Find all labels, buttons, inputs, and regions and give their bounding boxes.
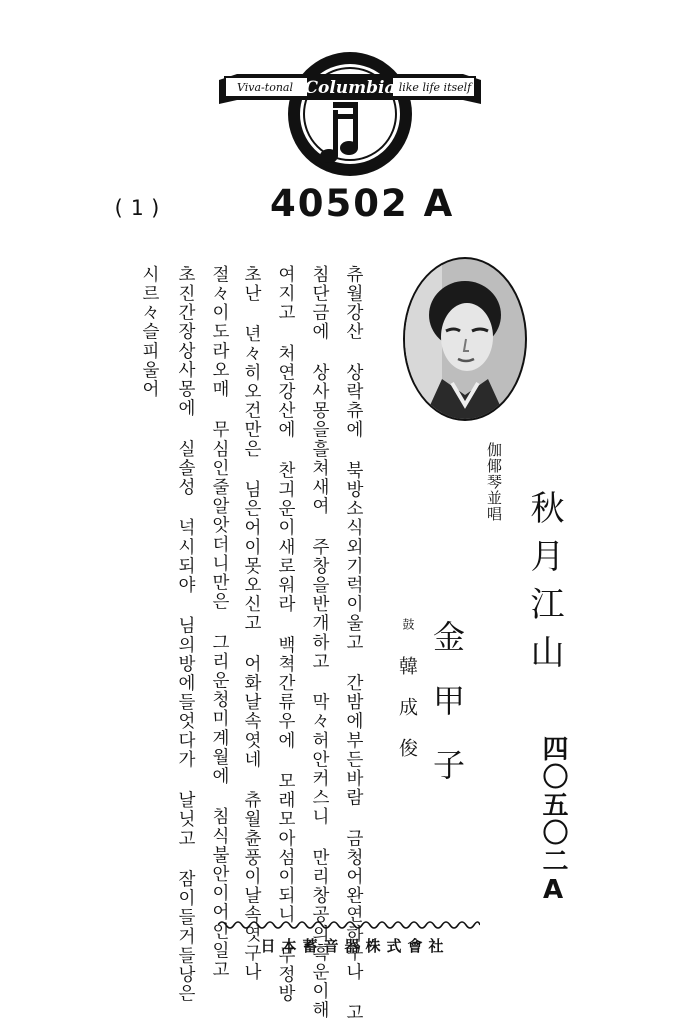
- instrument-label: 伽倻琴並唱: [485, 442, 503, 522]
- left-motto: Viva-tonal: [237, 81, 293, 94]
- columbia-logo: [215, 22, 485, 182]
- drummer-name: 韓成俊: [396, 656, 418, 779]
- singer-portrait: [402, 255, 528, 423]
- drum-label: 鼓: [401, 618, 415, 630]
- brand-logo-text: Columbia: [304, 78, 396, 98]
- record-number-vertical: 四〇五〇二A: [538, 735, 568, 907]
- lyric-line-7: 시르々슬피울어: [139, 265, 160, 399]
- song-title: 秋月江山: [524, 490, 564, 682]
- lyric-line-3: 여지고 처연강산에 찬긔운이새로워라 백쳑간류우에 모래모아섬이되니 무정방: [275, 265, 296, 1004]
- company-name: 日本蓄音器株式會社: [260, 937, 450, 955]
- lyric-line-1: 츄월강산 상락츄에 북방소식외기럭이울고 간밤에부든바람 금청어완연하구나 고: [343, 265, 364, 1022]
- lyric-line-4: 초난 년々히오건만은 님은어이못오신고 어화날속엿네 츄월츈풍이날속엿구나: [241, 265, 262, 982]
- record-index: (1): [112, 196, 168, 220]
- right-motto: like life itself: [398, 81, 472, 94]
- wavy-divider: [218, 919, 480, 931]
- lyric-line-2: 침단금에 상사몽을흘쳐새여 주창을반개하고 막々허안커스니 만리창공의흑운이해: [309, 265, 330, 1020]
- singer-name: 金甲子: [428, 620, 466, 812]
- lyric-line-5: 절々이도라오매 무심인줄알앗더니만은 그리운청미계월에 침식불안이어인일고: [209, 265, 230, 980]
- record-number: 40502 A: [270, 182, 455, 225]
- lyric-line-6: 초진간장상사몽에 실솔성 넉시되야 님의방에들엇다가 날닛고 잠이들거들낭은: [175, 265, 196, 1004]
